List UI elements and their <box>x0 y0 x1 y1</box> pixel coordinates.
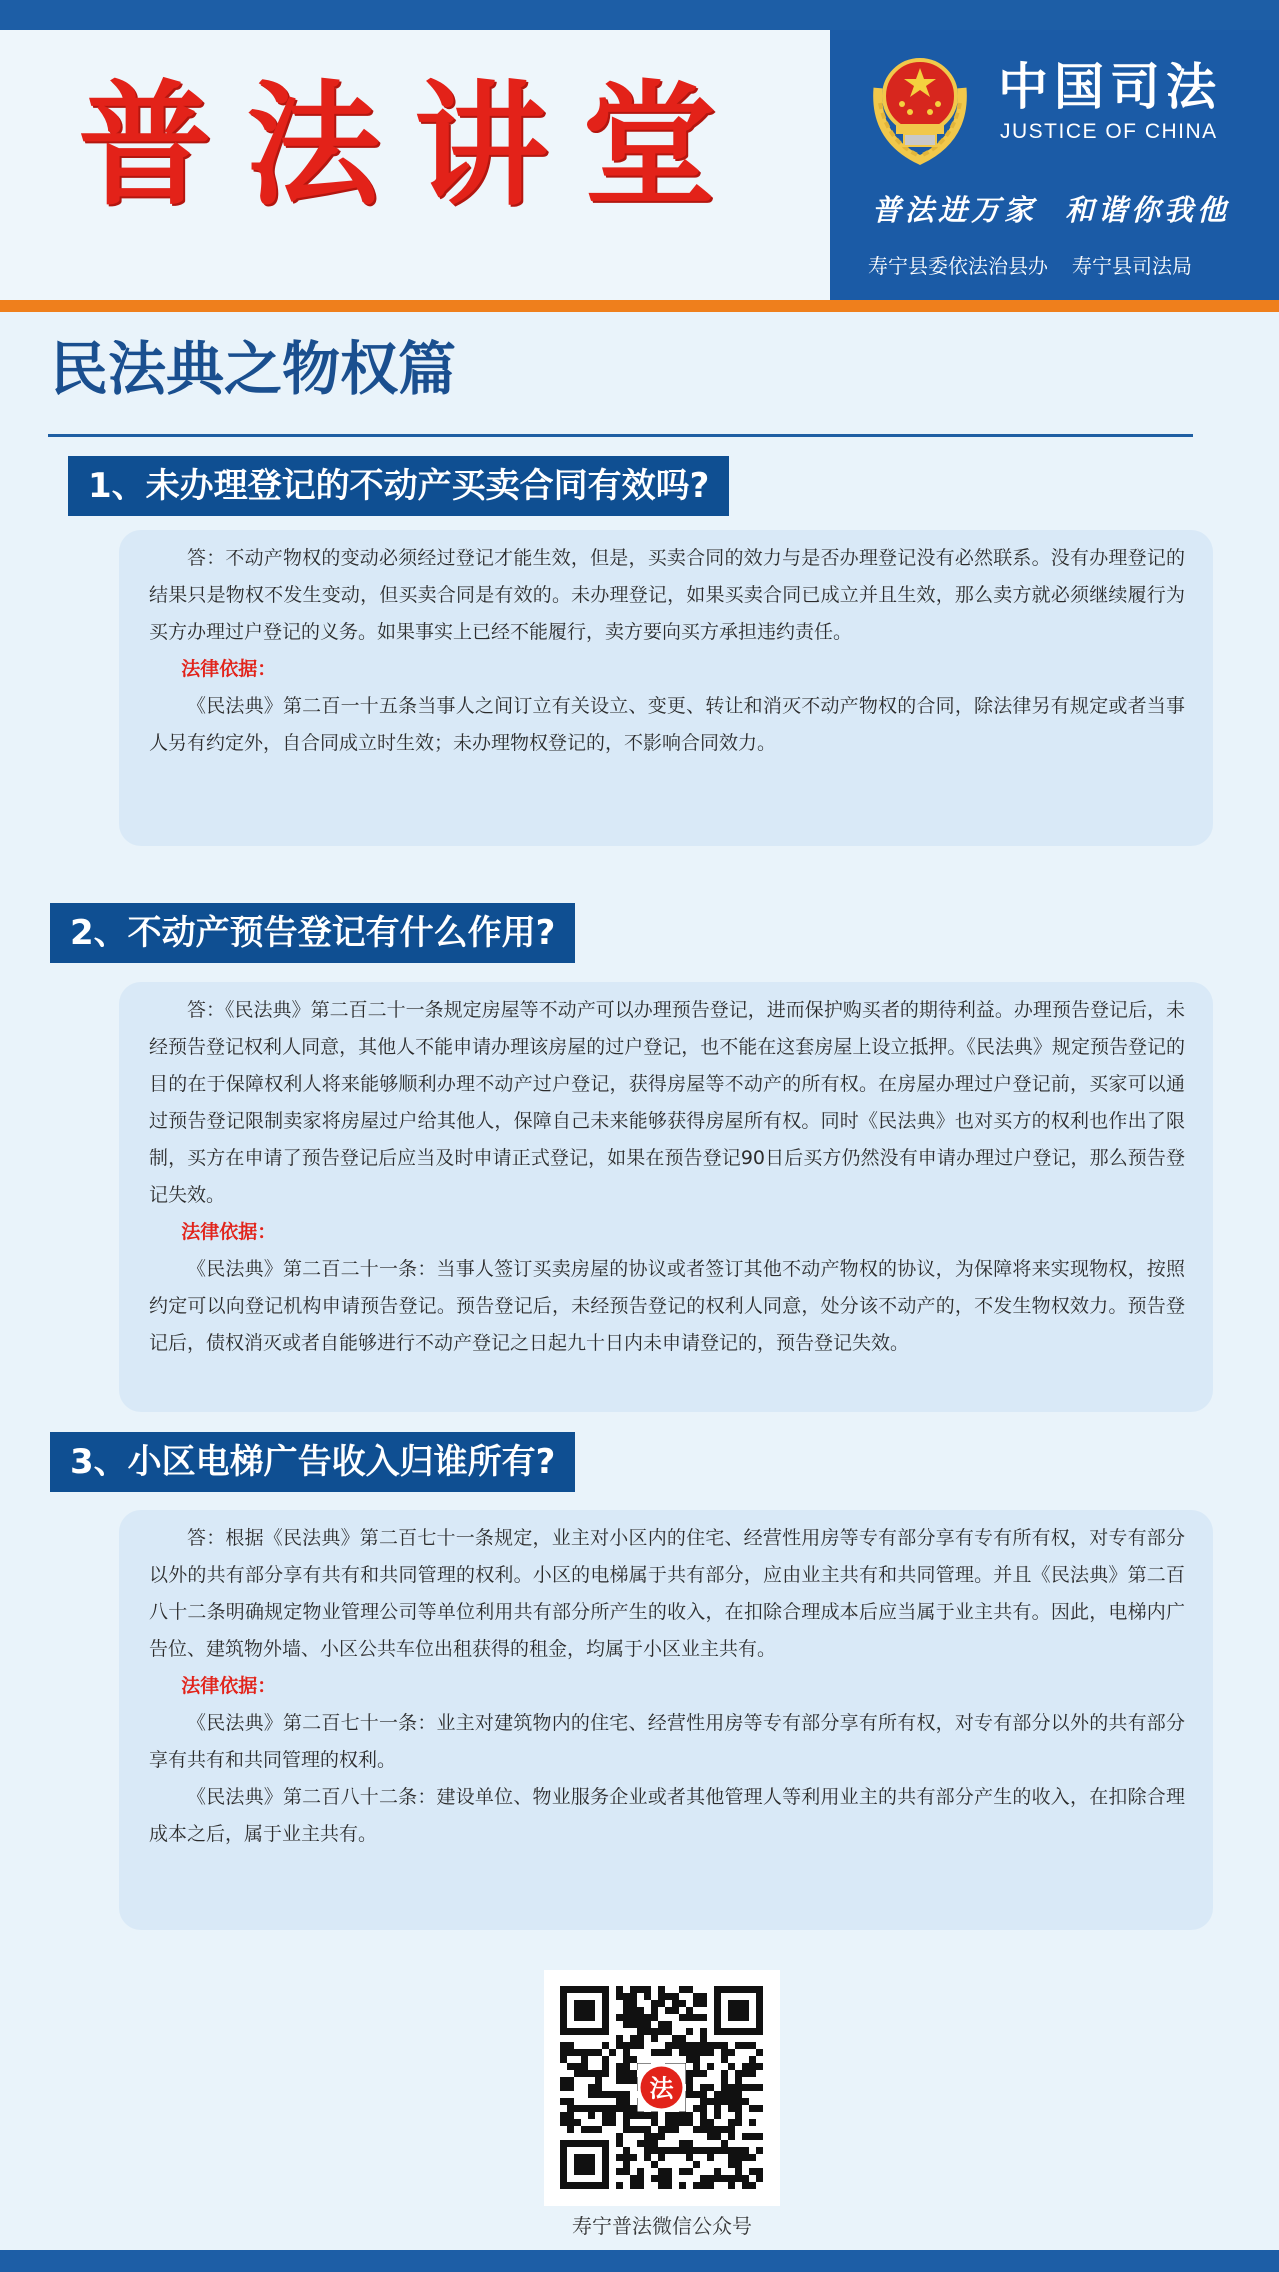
accent-divider <box>0 300 1279 312</box>
org-name: 寿宁县委依法治县办 <box>868 254 1048 278</box>
legal-basis-text: 《民法典》第二百七十一条：业主对建筑物内的住宅、经营性用房等专有部分享有所有权，对专有部分以外的共有部分享有共有和共同管理的权利。 <box>149 1712 1185 1771</box>
bottom-strip <box>0 2250 1279 2272</box>
slogan <box>872 188 1258 229</box>
answer-text: 答：不动产物权的变动必须经过登记才能生效，但是，买卖合同的效力与是否办理登记没有必然联系。没有办理登记的结果只是物权不发生变动，但买卖合同是有效的。未办理登记，如果买卖合同已成立并且生效，那么卖方就必须继续履行为买方办理过户登记的义务。如果事实上已经不能履行，卖方要向买方承担违约责任。 <box>149 547 1185 643</box>
top-strip <box>0 0 1279 30</box>
slogan-part: 和谐你我他 <box>1065 193 1231 227</box>
answer-text: 答：《民法典》第二百二十一条规定房屋等不动产可以办理预告登记，进而保护购买者的期待利益。办理预告登记后，未经预告登记权利人同意，其他人不能申请办理该房屋的过户登记，也不能在这套房屋上设立抵押。《民法典》规定预告登记的目的在于保障权利人将来能够顺利办理不动产过户登记，获得房屋等不动产的所有权。在房屋办理过户登记前，买家可以通过预告登记限制卖家将房屋过户给其他人，保障自己未来能够获得房屋所有权。同时《民法典》也对买方的权利也作出了限制，买方在申请了预告登记后应当及时申请正式登记，如果在预告登记90日后买方仍然没有申请办理过户登记，那么预告登记失效。 <box>149 999 1185 1206</box>
legal-basis-text: 《民法典》第二百一十五条当事人之间订立有关设立、变更、转让和消灭不动产物权的合同，除法律另有规定或者当事人另有约定外，自合同成立时生效；未办理物权登记的，不影响合同效力。 <box>149 695 1185 754</box>
brand-name-cn: 中国司法 <box>998 58 1222 116</box>
slogan-part: 普法进万家 <box>872 193 1038 227</box>
qr-code <box>544 1970 780 2206</box>
question-heading: 3、小区电梯广告收入归谁所有? <box>50 1432 575 1492</box>
legal-basis-label: 法律依据： <box>181 1675 277 1697</box>
page-title: 民法典之物权篇 <box>50 335 457 403</box>
org-name: 寿宁县司法局 <box>1072 254 1192 278</box>
organizations <box>868 250 1216 279</box>
qr-code-icon <box>544 1970 780 2206</box>
legal-basis-label: 法律依据： <box>181 658 277 680</box>
justice-emblem-icon <box>860 48 980 168</box>
qr-logo-glyph: 法 <box>649 2074 674 2103</box>
answer-card <box>119 982 1213 1412</box>
answer-card <box>119 530 1213 846</box>
legal-basis-text: 《民法典》第二百八十二条：建设单位、物业服务企业或者其他管理人等利用业主的共有部分产生的收入，在扣除合理成本之后，属于业主共有。 <box>149 1786 1185 1845</box>
brand-name-en: JUSTICE OF CHINA <box>1000 120 1218 143</box>
banner-title: 普法讲堂 <box>78 66 751 224</box>
answer-text: 答：根据《民法典》第二百七十一条规定，业主对小区内的住宅、经营性用房等专有部分享有专有所有权，对专有部分以外的共有部分享有共有和共同管理的权利。小区的电梯属于共有部分，应由业主共有和共同管理。并且《民法典》第二百八十二条明确规定物业管理公司等单位利用共有部分所产生的收入，在扣除合理成本后应当属于业主共有。因此，电梯内广告位、建筑物外墙、小区公共车位出租获得的租金，均属于小区业主共有。 <box>149 1527 1185 1660</box>
legal-basis-text: 《民法典》第二百二十一条：当事人签订买卖房屋的协议或者签订其他不动产物权的协议，为保障将来实现物权，按照约定可以向登记机构申请预告登记。预告登记后，未经预告登记的权利人同意，处分该不动产的，不发生物权效力。预告登记后，债权消灭或者自能够进行不动产登记之日起九十日内未申请登记的，预告登记失效。 <box>149 1258 1185 1354</box>
brand-panel <box>830 30 1279 300</box>
banner <box>0 30 830 306</box>
title-underline <box>48 434 1193 437</box>
question-heading: 2、不动产预告登记有什么作用? <box>50 903 575 963</box>
qr-caption: 寿宁普法微信公众号 <box>572 2214 752 2238</box>
legal-basis-label: 法律依据： <box>181 1221 277 1243</box>
answer-card <box>119 1510 1213 1930</box>
question-heading: 1、未办理登记的不动产买卖合同有效吗? <box>68 456 729 516</box>
